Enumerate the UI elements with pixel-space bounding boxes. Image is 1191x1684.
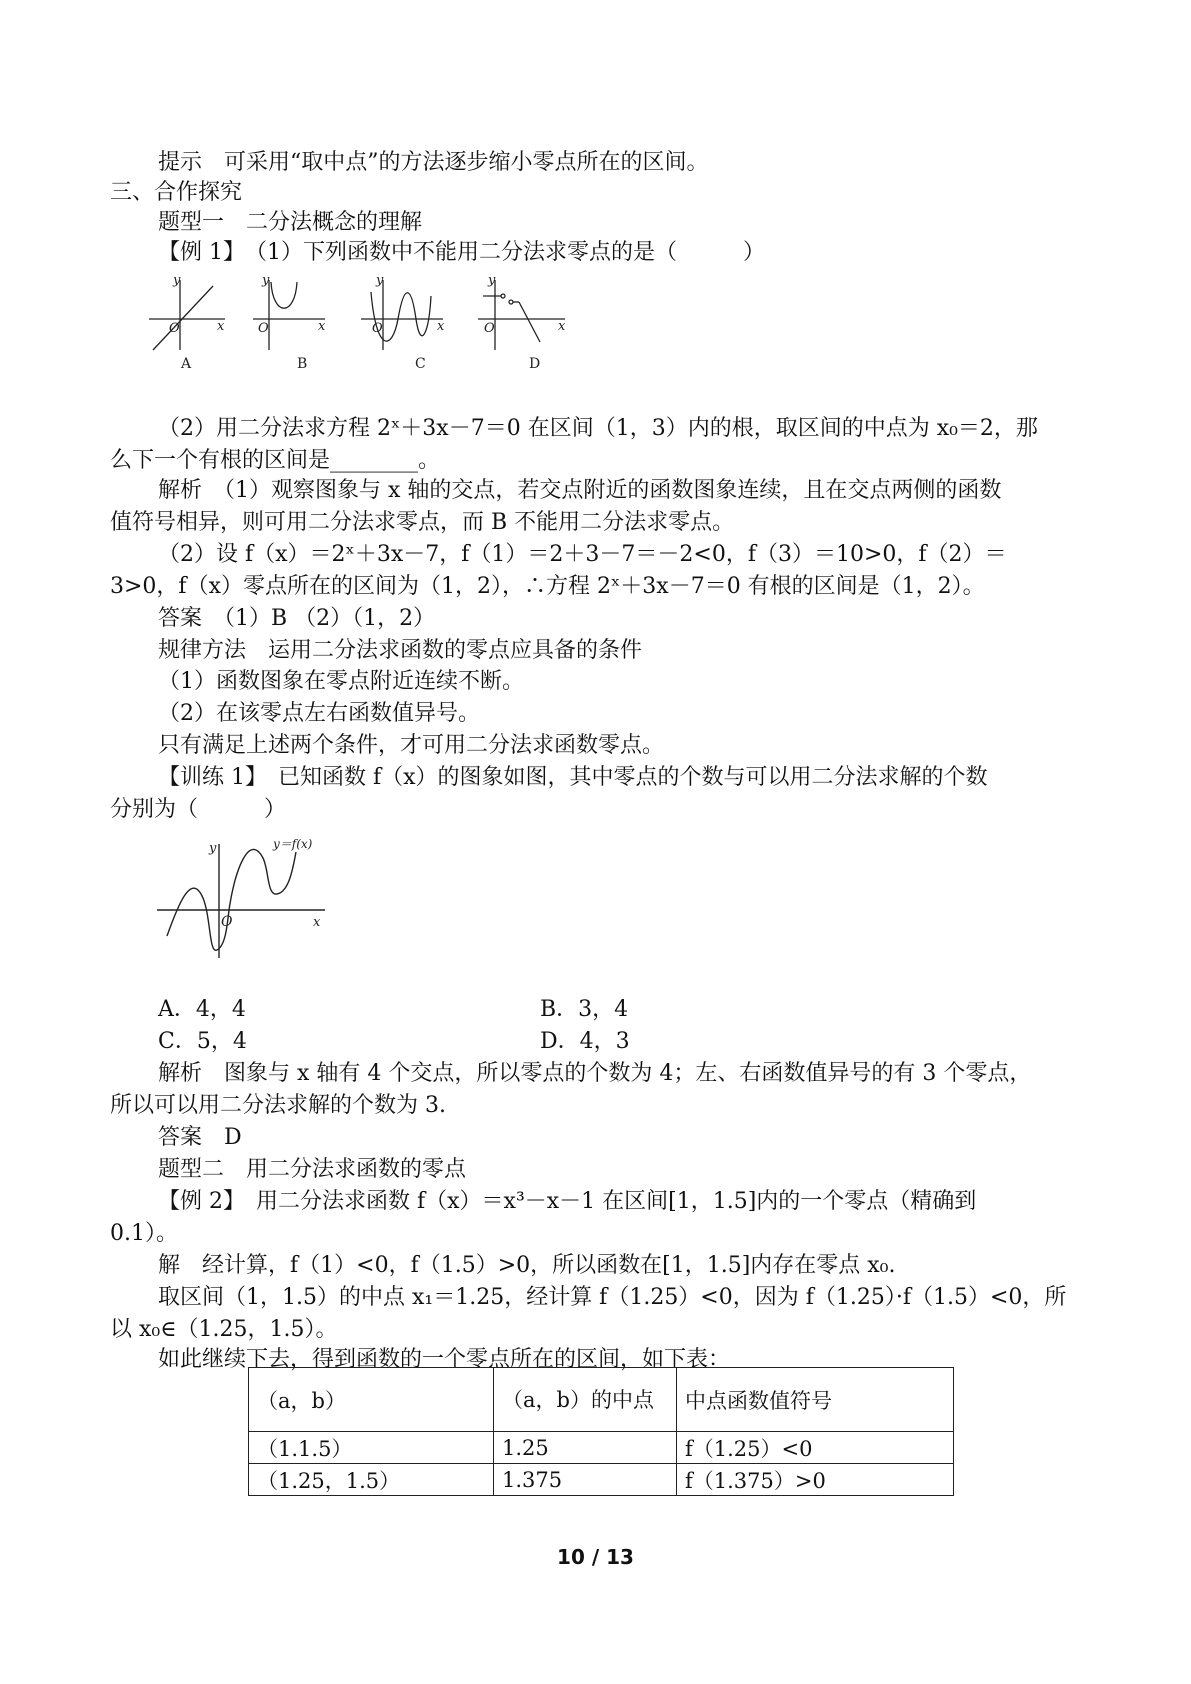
table-cell: 1.25 (494, 1432, 677, 1464)
analysis-1: 解析 （1）观察图象与 x 轴的交点，若交点附近的函数图象连续，且在交点两侧的函数 (158, 478, 1002, 503)
example-1-graphs (145, 272, 585, 372)
graph-c-caption: C (415, 356, 426, 372)
topic-heading-1: 题型一 二分法概念的理解 (158, 210, 423, 235)
graph-b-caption: B (297, 356, 308, 372)
page-number: 10 / 13 (557, 1545, 634, 1569)
topic-heading-2: 题型二 用二分法求函数的零点 (158, 1157, 467, 1182)
table-cell: f（1.25）<0 (677, 1432, 954, 1464)
graph-c-x-label: x (437, 319, 445, 334)
bisection-table (248, 1367, 954, 1496)
exercise-1-graph (155, 830, 330, 960)
graph-d-y-label: y (488, 273, 496, 288)
exercise-1-question-cont: 分别为（ ） (110, 797, 287, 822)
analysis-2: （2）设 f（x）＝2ˣ＋3x－7，f（1）＝2＋3－7＝－2<0，f（3）＝10>0，f（2）＝ (158, 542, 1007, 567)
graph-b-y-label: y (262, 273, 270, 288)
option-d: D．4，3 (540, 1029, 630, 1054)
example-1-question: 【例 1】 （1）下列函数中不能用二分法求零点的是（ ） (158, 240, 765, 265)
graph-a-caption: A (181, 356, 192, 372)
method-condition-1: （1）函数图象在零点附近连续不断。 (158, 669, 524, 694)
answer-exercise-1: 答案 D (158, 1125, 242, 1150)
option-c: C．5，4 (158, 1029, 247, 1054)
fx-graph-o-label: O (221, 914, 233, 930)
graph-a-y-label: y (173, 273, 181, 288)
table-cell: （1.25，1.5） (249, 1464, 494, 1496)
fx-graph-y-label: y (209, 841, 217, 856)
method-conclusion: 只有满足上述两个条件，才可用二分法求函数零点。 (158, 733, 665, 758)
table-header-cell: 中点函数值符号 (677, 1368, 954, 1432)
table-header-cell: （a，b）的中点 (494, 1368, 677, 1432)
example-1-part-2: （2）用二分法求方程 2ˣ＋3x－7＝0 在区间（1，3）内的根，取区间的中点为 x₀＝2，那 (158, 416, 1038, 441)
example-1-part-2-cont: 么下一个有根的区间是________。 (110, 448, 441, 473)
option-b: B．3，4 (540, 997, 629, 1022)
analysis-exercise-1-cont: 所以可以用二分法求解的个数为 3. (110, 1093, 446, 1118)
graph-a-x-label: x (217, 319, 225, 334)
solution-line-2-cont: 以 x₀∈（1.25，1.5）。 (110, 1317, 338, 1342)
method-condition-2: （2）在该零点左右函数值异号。 (158, 701, 480, 726)
analysis-2-cont: 3>0，f（x）零点所在的区间为（1，2），∴方程 2ˣ＋3x－7＝0 有根的区间是（1，2）。 (110, 574, 985, 599)
example-2-question-cont: 0.1）。 (110, 1221, 178, 1246)
graph-b-x-label: x (318, 319, 326, 334)
fx-graph-curve-label: y＝f(x) (273, 837, 313, 851)
graph-d-x-label: x (558, 319, 566, 334)
table-cell: f（1.375）>0 (677, 1464, 954, 1496)
table-cell: （1.1.5） (249, 1432, 494, 1464)
table-row (249, 1432, 954, 1464)
graph-d-caption: D (529, 356, 541, 372)
graph-c-o-label: O (372, 321, 383, 336)
graph-d-o-label: O (484, 321, 495, 336)
solution-line-3: 如此继续下去，得到函数的一个零点所在的区间，如下表： (158, 1347, 731, 1372)
solution-line-2: 取区间（1，1.5）的中点 x₁＝1.25，经计算 f（1.25）<0，因为 f（1.25）·f（1.5）<0，所 (158, 1285, 1067, 1310)
method-heading: 规律方法 运用二分法求函数的零点应具备的条件 (158, 638, 643, 663)
graph-a-o-label: O (169, 321, 180, 336)
option-a: A．4，4 (158, 997, 246, 1022)
section-heading: 三、合作探究 (110, 180, 243, 205)
example-2-question: 【例 2】 用二分法求函数 f（x）＝x³－x－1 在区间[1，1.5]内的一个零点（精确到 (158, 1189, 977, 1214)
fx-graph-x-label: x (313, 915, 321, 930)
table-header-row (249, 1368, 954, 1432)
analysis-exercise-1: 解析 图象与 x 轴有 4 个交点，所以零点的个数为 4；左、右函数值异号的有 3 个零点， (158, 1061, 1032, 1086)
graph-c-y-label: y (376, 273, 384, 288)
solution-line-1: 解 经计算，f（1）<0，f（1.5）>0，所以函数在[1，1.5]内存在零点 x₀. (158, 1253, 896, 1278)
table-header-cell: （a，b） (249, 1368, 494, 1432)
hint-line: 提示 可采用“取中点”的方法逐步缩小零点所在的区间。 (158, 150, 709, 175)
exercise-1-question: 【训练 1】 已知函数 f（x）的图象如图，其中零点的个数与可以用二分法求解的个数 (158, 765, 988, 790)
analysis-1-cont: 值符号相异，则可用二分法求零点，而 B 不能用二分法求零点。 (110, 510, 735, 535)
table-cell: 1.375 (494, 1464, 677, 1496)
graph-b-o-label: O (258, 321, 269, 336)
table-row (249, 1464, 954, 1496)
answer-1: 答案 （1）B （2）（1，2） (158, 606, 436, 631)
